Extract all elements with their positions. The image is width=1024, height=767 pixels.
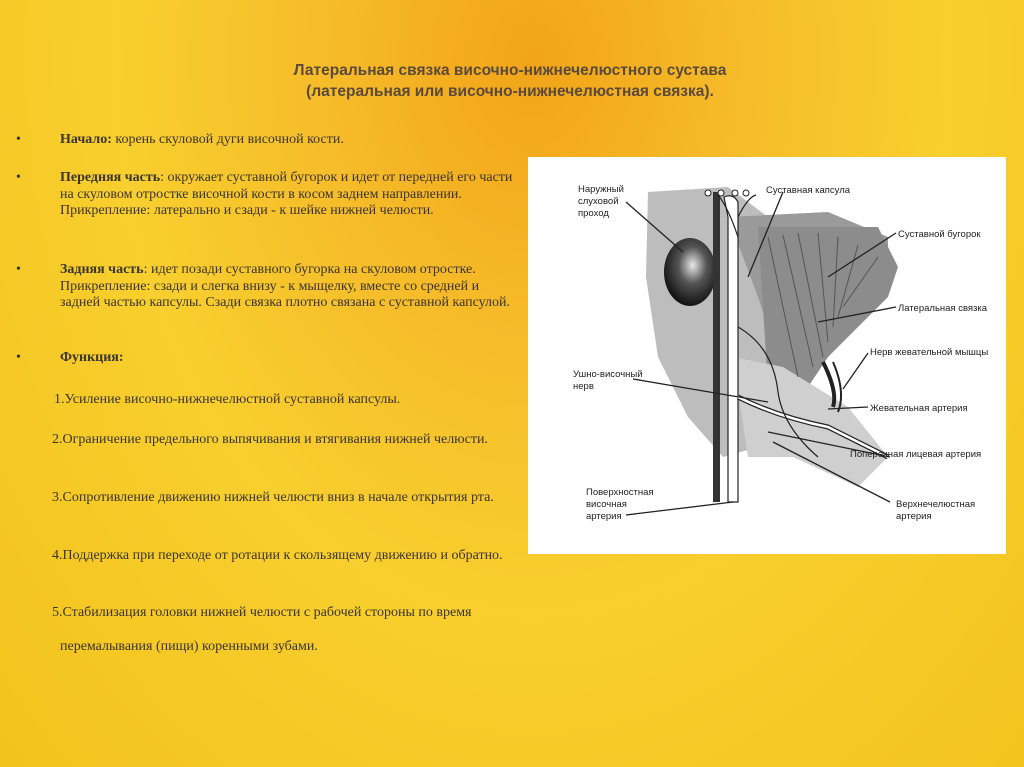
label-masseter-artery: Жевательная артерия bbox=[870, 403, 968, 414]
bullet-text: корень скуловой дуги височной кости. bbox=[111, 132, 344, 147]
auriculotemporal-nerve-shape bbox=[713, 192, 720, 502]
function-item-2: 2.Ограничение предельного выпячивания и втягивания нижней челюсти. bbox=[52, 432, 488, 447]
bullet-label: Начало: bbox=[60, 132, 112, 147]
function-item-1: 1.Усиление височно-нижнечелюстной суставной капсулы. bbox=[54, 392, 401, 407]
label-superficial-temporal-2: височная bbox=[586, 499, 627, 510]
function-item-5: 5.Стабилизация головки нижней челюсти с рабочей стороны по время bbox=[52, 605, 472, 620]
bullet-dot: • bbox=[16, 132, 21, 147]
bullet-text: : идет позади суставного бугорка на скуловом отростке. Прикрепление: сзади и слегка внизу - к мыщелку, вместе со средней и задней частью капсулы. Сзади связка плотно связана с суставной капсулой. bbox=[60, 262, 511, 310]
label-capsule: Суставная капсула bbox=[766, 185, 851, 196]
label-tubercle: Суставной бугорок bbox=[898, 229, 981, 240]
label-lateral-ligament: Латеральная связка bbox=[898, 303, 988, 314]
tmj-anatomy-diagram bbox=[528, 157, 1006, 554]
label-auriculotemporal-2: нерв bbox=[573, 381, 594, 392]
ear-canal-shape bbox=[664, 238, 716, 306]
label-superficial-temporal-1: Поверхностная bbox=[586, 487, 654, 498]
slide-title-line2: (латеральная или височно-нижнечелюстная связка). bbox=[306, 83, 714, 100]
bullet-dot: • bbox=[16, 170, 21, 185]
bullet-dot: • bbox=[16, 262, 21, 277]
label-ear-canal-2: слуховой bbox=[578, 196, 619, 207]
label-ear-canal-3: проход bbox=[578, 208, 609, 219]
label-transverse-facial: Поперечная лицевая артерия bbox=[850, 449, 982, 460]
label-masseter-nerve: Нерв жевательной мышцы bbox=[870, 347, 989, 358]
label-ear-canal-1: Наружный bbox=[578, 184, 624, 195]
label-superficial-temporal-3: артерия bbox=[586, 511, 622, 522]
bullet-dot: • bbox=[16, 350, 21, 365]
bullet-label: Задняя часть bbox=[60, 262, 144, 277]
function-item-4: 4.Поддержка при переходе от ротации к скользящему движению и обратно. bbox=[52, 548, 503, 563]
bullet-label: Функция: bbox=[60, 350, 124, 365]
bullet-text: : окружает суставной бугорок и идет от передней его части на скуловом отростке височной кости в косом заднем направлении. Прикрепление: латерально и сзади - к шейке нижней челюсти. bbox=[60, 170, 513, 218]
function-item-5-cont: перемалывания (пищи) коренными зубами. bbox=[60, 639, 318, 654]
function-item-3: 3.Сопротивление движению нижней челюсти вниз в начале открытия рта. bbox=[52, 490, 494, 505]
label-maxillary-2: артерия bbox=[896, 511, 932, 522]
label-auriculotemporal-1: Ушно-височный bbox=[573, 369, 643, 380]
slide-title bbox=[180, 60, 840, 102]
slide-title-line1: Латеральная связка височно-нижнечелюстного сустава bbox=[293, 62, 727, 79]
bullet-label: Передняя часть bbox=[60, 170, 161, 185]
label-maxillary-1: Верхнечелюстная bbox=[896, 499, 976, 510]
tmj-anatomy-svg bbox=[528, 157, 1006, 554]
